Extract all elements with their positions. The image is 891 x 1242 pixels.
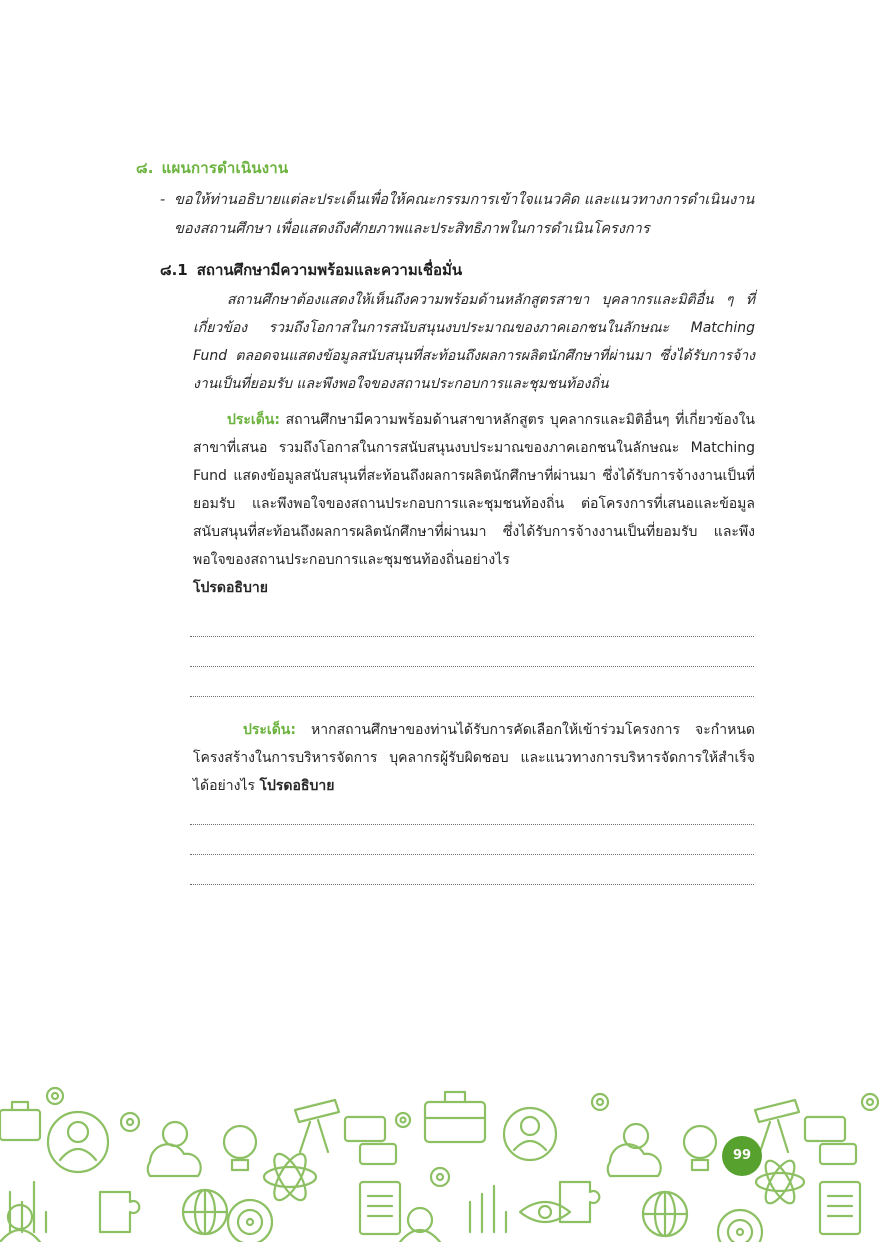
- atom-icon: [756, 1157, 804, 1208]
- section-number: ๘.: [136, 159, 154, 177]
- chat-icon: [805, 1117, 856, 1164]
- gear-icon: [862, 1094, 878, 1110]
- answer-line-3[interactable]: [190, 696, 754, 697]
- section-title: แผนการดำเนินงาน: [161, 159, 289, 177]
- intro-text: ขอให้ท่านอธิบายแต่ละประเด็นเพื่อให้คณะกรรมการเข้าใจแนวคิด และแนวทางการดำเนินงานของสถานศึกษา เพื่อแสดงถึงศักยภาพและประสิทธิภาพในการดำเนินโครงการ: [174, 192, 755, 237]
- gear-icon: [431, 1168, 449, 1186]
- lightbulb-icon: [224, 1126, 256, 1170]
- target-icon: [718, 1210, 762, 1242]
- issue-1-prompt: โปรดอธิบาย: [193, 580, 268, 596]
- issue-1-label: ประเด็น:: [227, 412, 280, 428]
- user-target-icon: [48, 1112, 108, 1172]
- intro-dash: -: [160, 192, 166, 208]
- chat-icon: [345, 1117, 396, 1164]
- telescope-icon: [755, 1100, 799, 1152]
- eye-icon: [520, 1202, 570, 1222]
- person-icon: [400, 1208, 440, 1242]
- answer-line-2[interactable]: [190, 666, 754, 667]
- user-target-icon: [504, 1108, 556, 1160]
- cloud-refresh-icon: [608, 1124, 661, 1176]
- description-text: สถานศึกษาต้องแสดงให้เห็นถึงความพร้อมด้านหลักสูตรสาขา บุคลากรและมิติอื่น ๆ ที่เกี่ยวข้อง รวมถึงโอกาสในการสนับสนุนงบประมาณของภาคเอกชนในลักษณะ Matching Fund ตลอดจนแสดงข้อมูลสนับสนุนที่สะท้อนถึงผลการผลิตนักศึกษาที่ผ่านมา ซึ่งได้รับการจ้างงานเป็นที่ยอมรับ และพึงพอใจของสถานประกอบการและชุมชนท้องถิ่น: [193, 292, 755, 392]
- section-intro: [160, 186, 760, 244]
- atom-icon: [264, 1149, 316, 1204]
- globe-icon: [183, 1190, 227, 1234]
- answer-line-5[interactable]: [190, 854, 754, 855]
- issue-2-label: ประเด็น:: [243, 722, 296, 738]
- chart-icon: [470, 1186, 506, 1232]
- document-icon: [360, 1182, 400, 1234]
- gear-icon: [121, 1113, 139, 1131]
- puzzle-icon: [100, 1192, 139, 1232]
- subsection-heading: [160, 258, 462, 282]
- issue-2-paragraph: [193, 716, 755, 800]
- subsection-description: [193, 286, 755, 398]
- target-icon: [228, 1200, 272, 1242]
- subsection-number: ๘.1: [160, 261, 188, 279]
- subsection-title: สถานศึกษามีความพร้อมและความเชื่อมั่น: [196, 261, 463, 279]
- issue-2-text: หากสถานศึกษาของท่านได้รับการคัดเลือกให้เข้าร่วมโครงการ จะกำหนดโครงสร้างในการบริหารจัดการ บุคลากรผู้รับผิดชอบ และแนวทางการบริหารจัดการให้สำเร็จได้อย่างไร: [193, 722, 755, 794]
- lightbulb-icon: [684, 1126, 716, 1170]
- answer-line-4[interactable]: [190, 824, 754, 825]
- briefcase-icon: [0, 1102, 40, 1140]
- telescope-icon: [295, 1100, 339, 1152]
- gear-icon: [592, 1094, 608, 1110]
- section-heading: [136, 156, 288, 180]
- gear-icon: [47, 1088, 63, 1104]
- issue-1-paragraph: [193, 406, 755, 602]
- answer-line-6[interactable]: [190, 884, 754, 885]
- document-icon: [820, 1182, 860, 1234]
- page-number-badge: 99: [722, 1136, 762, 1176]
- gear-icon: [396, 1113, 410, 1127]
- briefcase-icon: [425, 1092, 485, 1142]
- globe-icon: [643, 1192, 687, 1236]
- cloud-refresh-icon: [148, 1122, 201, 1176]
- issue-2-prompt: โปรดอธิบาย: [259, 778, 335, 794]
- answer-line-1[interactable]: [190, 636, 754, 637]
- issue-1-text: สถานศึกษามีความพร้อมด้านสาขาหลักสูตร บุคลากรและมิติอื่นๆ ที่เกี่ยวข้องในสาขาที่เสนอ รวมถึงโอกาสในการสนับสนุนงบประมาณของภาคเอกชนในลักษณะ Matching Fund แสดงข้อมูลสนับสนุนที่สะท้อนถึงผลการผลิตนักศึกษาที่ผ่านมา ซึ่งได้รับการจ้างงานเป็นที่ยอมรับ และพึงพอใจของสถานประกอบการและชุมชนท้องถิ่น ต่อโครงการที่เสนอและข้อมูลสนับสนุนที่สะท้อนถึงผลการผลิตนักศึกษาที่ผ่านมา ซึ่งได้รับการจ้างงานเป็นที่ยอมรับ และพึงพอใจของสถานประกอบการและชุมชนท้องถิ่นอย่างไร: [193, 412, 755, 568]
